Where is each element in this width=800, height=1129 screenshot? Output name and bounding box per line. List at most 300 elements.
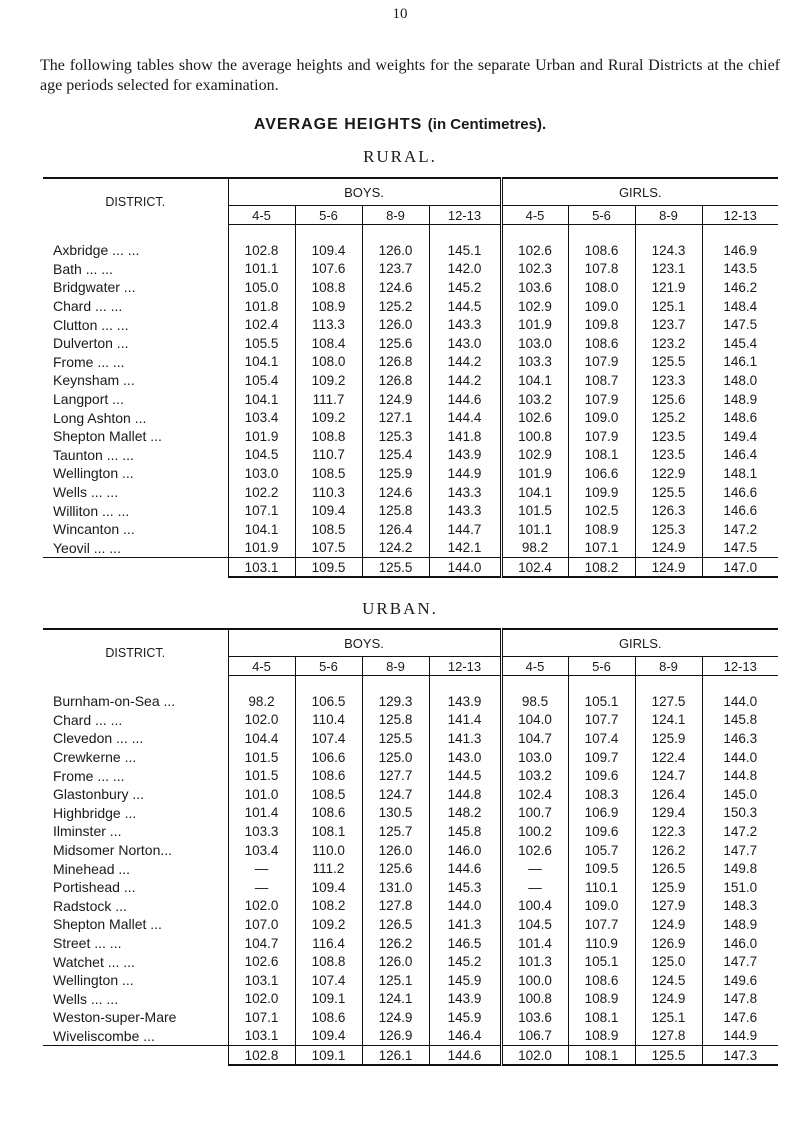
- height-value: 101.0: [244, 786, 279, 802]
- height-value: 103.3: [244, 823, 279, 839]
- table-row: [43, 539, 778, 558]
- height-value: 107.4: [295, 971, 362, 990]
- height-value: 109.0: [568, 897, 635, 916]
- spacer-cell: [429, 225, 501, 242]
- height-value: 127.9: [635, 897, 702, 916]
- height-value: 110.1: [568, 878, 635, 897]
- height-value: 110.4: [295, 711, 362, 730]
- height-value: 145.2: [429, 278, 501, 297]
- height-value: 101.5: [501, 501, 568, 520]
- district-name: Williton ... ...: [43, 501, 228, 520]
- age-header: 5-6: [295, 657, 362, 676]
- height-value: 125.1: [635, 1008, 702, 1027]
- average-value: 102.8: [228, 1046, 295, 1066]
- height-value: 129.3: [362, 692, 429, 711]
- height-value: 107.9: [568, 390, 635, 409]
- height-value: 111.7: [295, 390, 362, 409]
- height-value: 107.8: [568, 260, 635, 279]
- table-row: [43, 315, 778, 334]
- height-value: 106.5: [295, 692, 362, 711]
- height-value: 125.2: [362, 297, 429, 316]
- height-value: 148.9: [702, 390, 778, 409]
- table-row: [43, 915, 778, 934]
- table-row: [43, 859, 778, 878]
- height-value: 108.4: [295, 334, 362, 353]
- height-value: 124.9: [362, 1008, 429, 1027]
- height-value: 104.7: [501, 729, 568, 748]
- height-value: 108.7: [568, 371, 635, 390]
- district-name: Wells ... ...: [43, 483, 228, 502]
- age-header: 12-13: [702, 206, 778, 225]
- height-value: 123.2: [635, 334, 702, 353]
- height-value: 104.1: [244, 521, 279, 537]
- district-name: Bridgwater ...: [43, 278, 228, 297]
- district-name: Glastonbury ...: [43, 785, 228, 804]
- height-value: 109.6: [568, 766, 635, 785]
- height-value: 147.5: [702, 539, 778, 558]
- district-name: Portishead ...: [43, 878, 228, 897]
- height-value: 101.9: [501, 315, 568, 334]
- district-name: Keynsham ...: [43, 371, 228, 390]
- height-value: 124.3: [635, 241, 702, 260]
- height-value: 144.2: [429, 371, 501, 390]
- height-value: 141.8: [429, 427, 501, 446]
- table-row: [43, 897, 778, 916]
- height-value: 123.3: [635, 371, 702, 390]
- girls-header: GIRLS.: [501, 178, 778, 206]
- height-value: 145.2: [429, 952, 501, 971]
- height-value: 108.6: [295, 804, 362, 823]
- height-value: 104.4: [244, 730, 279, 746]
- height-value: 107.7: [568, 915, 635, 934]
- spacer-row: [43, 225, 778, 242]
- height-value: 144.6: [429, 390, 501, 409]
- height-value: 125.5: [362, 729, 429, 748]
- height-value: 106.9: [568, 804, 635, 823]
- height-value: 143.9: [429, 692, 501, 711]
- height-value: 103.6: [501, 278, 568, 297]
- totals-label: [43, 1046, 228, 1066]
- height-value: 109.4: [295, 241, 362, 260]
- height-value: 107.1: [244, 1009, 279, 1025]
- height-value: 122.9: [635, 464, 702, 483]
- height-value: 146.6: [702, 501, 778, 520]
- height-value: 146.4: [702, 446, 778, 465]
- age-header: 4-5: [228, 206, 295, 225]
- district-name: Clutton ... ...: [43, 315, 228, 334]
- average-value: 102.4: [501, 558, 568, 578]
- height-value: 145.9: [429, 971, 501, 990]
- height-value: 104.1: [244, 354, 279, 370]
- height-value: 101.9: [244, 428, 279, 444]
- height-value: 122.3: [635, 822, 702, 841]
- height-value: 141.3: [429, 729, 501, 748]
- height-value: 102.4: [244, 317, 279, 333]
- spacer-cell: [501, 225, 568, 242]
- district-name: Wiveliscombe ...: [43, 1027, 228, 1046]
- height-value: 108.1: [568, 1008, 635, 1027]
- heading-main: AVERAGE HEIGHTS: [253, 116, 423, 133]
- height-value: 108.6: [295, 1008, 362, 1027]
- height-value: 147.2: [702, 822, 778, 841]
- rural-heights-table: [43, 177, 778, 578]
- height-value: 107.4: [295, 729, 362, 748]
- height-value: 144.0: [429, 897, 501, 916]
- spacer-cell: [362, 676, 429, 693]
- table-row: [43, 446, 778, 465]
- height-value: 125.2: [635, 408, 702, 427]
- district-name: Street ... ...: [43, 934, 228, 953]
- height-value: 144.5: [429, 297, 501, 316]
- height-value: 110.3: [295, 483, 362, 502]
- height-value: 149.6: [702, 971, 778, 990]
- table-row: [43, 822, 778, 841]
- height-value: 101.9: [244, 540, 279, 556]
- district-name: Burnham-on-Sea ...: [43, 692, 228, 711]
- height-value: 144.0: [702, 692, 778, 711]
- height-value: 108.9: [568, 520, 635, 539]
- height-value: 144.4: [429, 408, 501, 427]
- height-value: 107.9: [568, 353, 635, 372]
- height-value: 125.6: [635, 390, 702, 409]
- height-value: 126.8: [362, 353, 429, 372]
- height-value: 143.0: [429, 748, 501, 767]
- height-value: 107.9: [568, 427, 635, 446]
- height-value: 122.4: [635, 748, 702, 767]
- height-value: 150.3: [702, 804, 778, 823]
- height-value: 124.7: [362, 785, 429, 804]
- height-value: 106.7: [501, 1027, 568, 1046]
- height-value: 125.0: [362, 748, 429, 767]
- height-value: 103.0: [244, 465, 279, 481]
- height-value: 123.5: [635, 446, 702, 465]
- district-name: Chard ... ...: [43, 297, 228, 316]
- height-value: 144.6: [429, 859, 501, 878]
- height-value: 108.8: [295, 427, 362, 446]
- average-value: 124.9: [635, 558, 702, 578]
- height-value: 105.7: [568, 841, 635, 860]
- height-value: 104.7: [244, 935, 279, 951]
- height-value: 125.7: [362, 822, 429, 841]
- district-name: Ilminster ...: [43, 822, 228, 841]
- table-row: [43, 1008, 778, 1027]
- height-value: 100.2: [501, 822, 568, 841]
- height-value: 146.1: [702, 353, 778, 372]
- table-row: [43, 297, 778, 316]
- height-value: 125.1: [362, 971, 429, 990]
- height-value: 104.0: [501, 711, 568, 730]
- height-value: 109.9: [568, 483, 635, 502]
- boys-header: BOYS.: [228, 629, 501, 657]
- height-value: 126.8: [362, 371, 429, 390]
- height-value: 123.7: [362, 260, 429, 279]
- height-value: 145.8: [429, 822, 501, 841]
- average-value: 109.5: [295, 558, 362, 578]
- height-value: 126.9: [635, 934, 702, 953]
- height-value: 102.2: [244, 484, 279, 500]
- height-value: 130.5: [362, 804, 429, 823]
- table-row: [43, 804, 778, 823]
- height-value: 144.2: [429, 353, 501, 372]
- age-header: 8-9: [362, 657, 429, 676]
- table-row: [43, 748, 778, 767]
- height-value: 103.2: [501, 766, 568, 785]
- height-value: 146.6: [702, 483, 778, 502]
- height-value: 104.1: [501, 371, 568, 390]
- height-value: 148.3: [702, 897, 778, 916]
- height-value: 145.9: [429, 1008, 501, 1027]
- height-value: 105.4: [244, 372, 279, 388]
- height-value: 98.2: [501, 539, 568, 558]
- height-value: 101.5: [244, 749, 279, 765]
- table-row: [43, 711, 778, 730]
- intro-paragraph: The following tables show the average heights and weights for the separate Urban and Rural Districts at the chief age periods selected for examination.: [40, 57, 780, 94]
- district-name: Chard ... ...: [43, 711, 228, 730]
- height-value: 103.4: [244, 842, 279, 858]
- height-value: 125.5: [635, 353, 702, 372]
- table-row: [43, 241, 778, 260]
- height-value: 131.0: [362, 878, 429, 897]
- height-value: 107.0: [244, 916, 279, 932]
- height-value: 145.1: [429, 241, 501, 260]
- height-value: 109.2: [295, 408, 362, 427]
- height-value: 126.2: [635, 841, 702, 860]
- rural-section-title: RURAL.: [363, 147, 437, 166]
- height-value: 102.6: [501, 408, 568, 427]
- height-value: 110.9: [568, 934, 635, 953]
- height-value: 108.6: [568, 334, 635, 353]
- district-header: DISTRICT.: [43, 629, 228, 676]
- height-value: 103.1: [244, 1028, 279, 1044]
- height-value: 148.1: [702, 464, 778, 483]
- table-row: [43, 729, 778, 748]
- height-value: 143.3: [429, 501, 501, 520]
- height-value: 145.8: [702, 711, 778, 730]
- age-header: 5-6: [295, 206, 362, 225]
- table-row: [43, 971, 778, 990]
- height-value: 108.6: [568, 971, 635, 990]
- average-value: 103.1: [228, 558, 295, 578]
- height-value: 101.1: [244, 261, 279, 277]
- height-value: 127.5: [635, 692, 702, 711]
- height-value: 109.1: [295, 990, 362, 1009]
- spacer-cell: [43, 676, 228, 693]
- height-value: 104.5: [244, 447, 279, 463]
- district-name: Wells ... ...: [43, 990, 228, 1009]
- height-value: 108.1: [568, 446, 635, 465]
- table-row: [43, 390, 778, 409]
- height-value: 121.9: [635, 278, 702, 297]
- height-value: 108.6: [295, 766, 362, 785]
- height-value: 124.9: [635, 990, 702, 1009]
- height-value: 108.5: [295, 520, 362, 539]
- age-header: 8-9: [635, 657, 702, 676]
- height-value: 103.6: [501, 1008, 568, 1027]
- height-value: 125.9: [635, 729, 702, 748]
- height-value: 127.8: [635, 1027, 702, 1046]
- height-value: 108.0: [295, 353, 362, 372]
- district-name: Yeovil ... ...: [43, 539, 228, 558]
- table-row: [43, 766, 778, 785]
- height-value: 125.0: [635, 952, 702, 971]
- age-header: 12-13: [429, 657, 501, 676]
- height-value: 104.1: [501, 483, 568, 502]
- height-value: 101.4: [244, 805, 279, 821]
- totals-label: [43, 558, 228, 578]
- height-value: 124.9: [635, 915, 702, 934]
- height-value: 123.1: [635, 260, 702, 279]
- height-value: 108.8: [295, 952, 362, 971]
- spacer-cell: [295, 676, 362, 693]
- spacer-cell: [228, 676, 295, 693]
- table-heading: [0, 116, 800, 134]
- spacer-row: [43, 676, 778, 693]
- height-value: 147.7: [702, 952, 778, 971]
- height-value: 146.4: [429, 1027, 501, 1046]
- height-value: 143.3: [429, 315, 501, 334]
- height-value: 108.2: [295, 897, 362, 916]
- height-value: 102.0: [244, 712, 279, 728]
- urban-section-title: URBAN.: [362, 599, 438, 618]
- height-value: 124.5: [635, 971, 702, 990]
- table-row: [43, 278, 778, 297]
- height-value: 148.6: [702, 408, 778, 427]
- table-row: [43, 878, 778, 897]
- average-value: 147.3: [702, 1046, 778, 1066]
- height-value: 143.3: [429, 483, 501, 502]
- height-value: 125.4: [362, 446, 429, 465]
- height-value: 101.3: [501, 952, 568, 971]
- average-value: 144.0: [429, 558, 501, 578]
- age-header: 8-9: [362, 206, 429, 225]
- height-value: 144.8: [429, 785, 501, 804]
- height-value: 148.4: [702, 297, 778, 316]
- height-value: 109.0: [568, 297, 635, 316]
- height-value: 124.7: [635, 766, 702, 785]
- height-value: 145.3: [429, 878, 501, 897]
- table-row: [43, 692, 778, 711]
- district-name: Langport ...: [43, 390, 228, 409]
- average-value: 102.0: [501, 1046, 568, 1066]
- district-header: DISTRICT.: [43, 178, 228, 225]
- table-row: [43, 353, 778, 372]
- table-row: [43, 520, 778, 539]
- height-value: 146.5: [429, 934, 501, 953]
- height-value: 125.9: [362, 464, 429, 483]
- urban-heights-table: [43, 628, 778, 1066]
- height-value: 105.0: [244, 279, 279, 295]
- age-header: 4-5: [501, 657, 568, 676]
- height-value: 108.9: [568, 1027, 635, 1046]
- height-value: 102.6: [501, 241, 568, 260]
- height-value: 146.0: [702, 934, 778, 953]
- height-value: 126.2: [362, 934, 429, 953]
- spacer-cell: [429, 676, 501, 693]
- height-value: 125.5: [635, 483, 702, 502]
- height-value: 108.5: [295, 464, 362, 483]
- height-value: 102.3: [501, 260, 568, 279]
- height-value: 103.4: [244, 410, 279, 426]
- table-row: [43, 260, 778, 279]
- height-value: 125.8: [362, 711, 429, 730]
- average-value: 108.1: [568, 1046, 635, 1066]
- district-name: Frome ... ...: [43, 353, 228, 372]
- spacer-cell: [635, 676, 702, 693]
- age-header: 8-9: [635, 206, 702, 225]
- table-row: [43, 501, 778, 520]
- height-value: 98.5: [501, 692, 568, 711]
- height-value: 124.9: [635, 539, 702, 558]
- height-value: 101.1: [501, 520, 568, 539]
- height-value: 107.4: [568, 729, 635, 748]
- height-value: 107.7: [568, 711, 635, 730]
- heading-sub: (in Centimetres).: [427, 116, 547, 133]
- height-value: 102.9: [501, 297, 568, 316]
- height-value: 125.9: [635, 878, 702, 897]
- district-name: Clevedon ... ...: [43, 729, 228, 748]
- height-value: 109.7: [568, 748, 635, 767]
- height-value: 109.6: [568, 822, 635, 841]
- height-value: 146.3: [702, 729, 778, 748]
- height-value: 101.9: [501, 464, 568, 483]
- height-value: 109.0: [568, 408, 635, 427]
- table-row: [43, 934, 778, 953]
- height-value: 102.8: [244, 242, 279, 258]
- height-value: 105.1: [568, 692, 635, 711]
- spacer-cell: [501, 676, 568, 693]
- height-value: 141.4: [429, 711, 501, 730]
- district-name: Weston-super-Mare: [43, 1008, 228, 1027]
- height-value: 109.2: [295, 915, 362, 934]
- table-row: [43, 334, 778, 353]
- age-header: 4-5: [501, 206, 568, 225]
- district-name: Wellington ...: [43, 971, 228, 990]
- height-value: 109.4: [295, 1027, 362, 1046]
- height-value: 127.7: [362, 766, 429, 785]
- age-header: 5-6: [568, 657, 635, 676]
- height-value: 147.5: [702, 315, 778, 334]
- height-value: 109.2: [295, 371, 362, 390]
- height-value: 142.1: [429, 539, 501, 558]
- height-value: 107.1: [568, 539, 635, 558]
- age-header: 12-13: [702, 657, 778, 676]
- height-value: 107.5: [295, 539, 362, 558]
- height-value: 127.8: [362, 897, 429, 916]
- district-name: Wellington ...: [43, 464, 228, 483]
- height-value: 143.5: [702, 260, 778, 279]
- height-value: 109.8: [568, 315, 635, 334]
- height-value: 123.5: [635, 427, 702, 446]
- height-value: —: [254, 879, 269, 895]
- spacer-cell: [702, 225, 778, 242]
- height-value: 110.7: [295, 446, 362, 465]
- height-value: 124.9: [362, 390, 429, 409]
- height-value: 147.2: [702, 520, 778, 539]
- height-value: 103.0: [501, 334, 568, 353]
- totals-row: [43, 1046, 778, 1066]
- height-value: 107.1: [244, 503, 279, 519]
- height-value: 149.8: [702, 859, 778, 878]
- height-value: 108.5: [295, 785, 362, 804]
- table-row: [43, 952, 778, 971]
- height-value: 102.6: [501, 841, 568, 860]
- height-value: 116.4: [295, 934, 362, 953]
- height-value: 102.9: [501, 446, 568, 465]
- spacer-cell: [295, 225, 362, 242]
- height-value: 100.4: [501, 897, 568, 916]
- height-value: 147.6: [702, 1008, 778, 1027]
- height-value: 108.8: [295, 278, 362, 297]
